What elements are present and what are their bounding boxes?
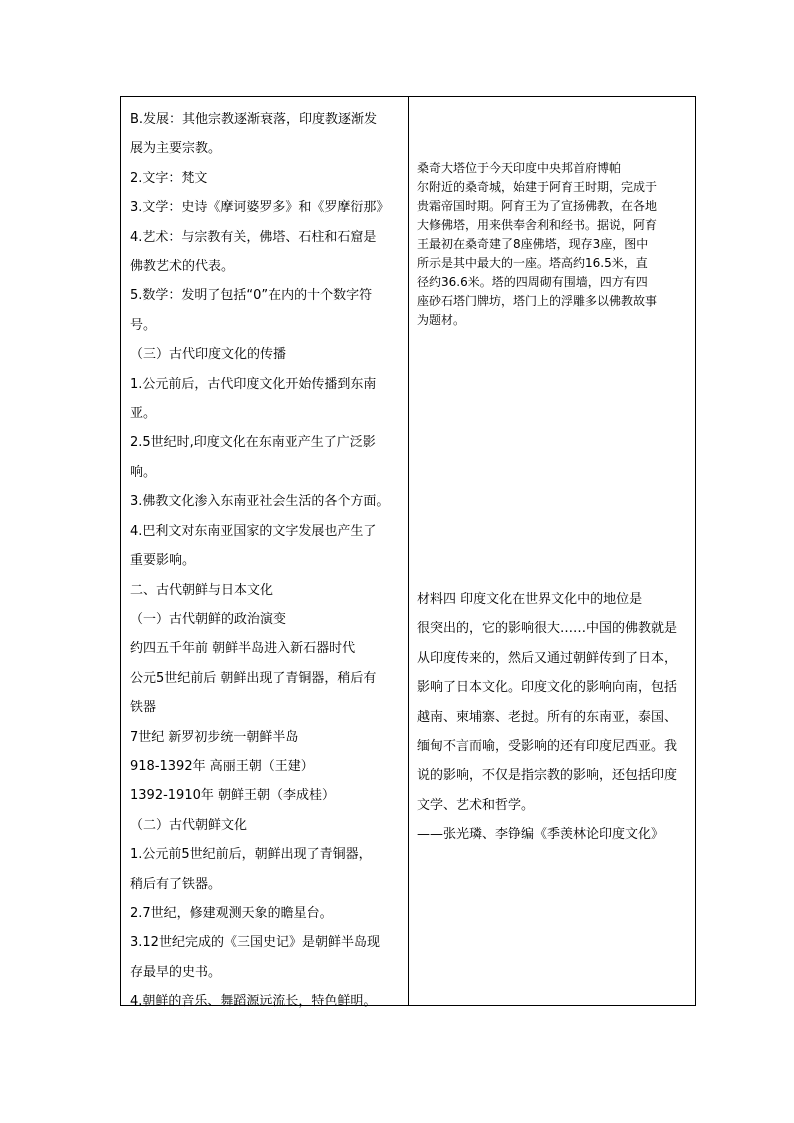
text-line: （一）古代朝鲜的政治演变 [130,611,287,627]
text-line: 918-1392年 高丽王朝（王建） [130,758,314,774]
left-paragraph [130,370,408,429]
left-paragraph [130,605,408,634]
left-paragraph [130,840,408,899]
left-paragraph [130,781,408,810]
left-paragraph [130,428,408,487]
text-line: 4.朝鲜的音乐、舞蹈源远流长，特色鲜明。 [130,994,377,1010]
text-line: （二）古代朝鲜文化 [130,817,248,833]
text-line: ——张光璘、李铮编《季羡林论印度文化》 [417,827,665,843]
left-paragraph [130,723,408,752]
text-line: 文学、艺术和哲学。 [417,797,535,813]
text-line: 2.文字：梵文 [130,170,208,186]
text-line: 从印度传来的，然后又通过朝鲜传到了日本， [417,650,678,666]
text-line: 王最初在桑奇建了8座佛塔，现存3座，图中 [417,237,649,251]
text-line: 7世纪 新罗初步统一朝鲜半岛 [130,729,299,745]
text-line: 4.艺术：与宗教有关，佛塔、石柱和石窟是 [130,229,377,245]
text-line: 2.7世纪，修建观测天象的瞻星台。 [130,905,333,921]
left-paragraph [130,752,408,781]
text-line: 缅甸不言而喻，受影响的还有印度尼西亚。我 [417,739,678,755]
material-four-text [417,585,691,850]
left-paragraph [130,987,408,1016]
left-paragraph [130,928,408,987]
left-paragraph [130,576,408,605]
text-line: 尔附近的桑奇城，始建于阿育王时期，完成于 [417,180,658,194]
left-paragraph [130,105,408,164]
text-line: 2.5世纪时,印度文化在东南亚产生了广泛影 [130,435,376,451]
text-line: 重要影响。 [130,553,196,569]
left-paragraph [130,517,408,576]
text-line: 1.公元前5世纪前后，朝鲜出现了青铜器， [130,847,372,863]
text-line: 响。 [130,464,157,480]
text-line: 公元5世纪前后 朝鲜出现了青铜器，稍后有 [130,670,377,686]
text-line: 为题材。 [417,313,466,327]
text-line: 亚。 [130,406,157,422]
left-paragraph [130,899,408,928]
left-paragraph [130,193,408,222]
text-line: 材料四 印度文化在世界文化中的地位是 [417,592,643,607]
text-line: 3.12世纪完成的《三国史记》是朝鲜半岛现 [130,935,380,951]
text-line: 径约36.6米。塔的四周砌有围墙，四方有四 [417,275,648,289]
text-line: 1392-1910年 朝鲜王朝（李成桂） [130,788,335,804]
text-line: B.发展：其他宗教逐渐衰落，印度教逐渐发 [130,112,378,127]
text-line: 铁器 [130,700,157,716]
text-line: 桑奇大塔位于今天印度中央邦首府博帕 [417,161,622,175]
left-paragraph [130,223,408,282]
left-paragraph [130,664,408,723]
text-line: 稍后有了铁器。 [130,876,222,892]
text-line: 存最早的史书。 [130,964,222,980]
text-line: 二、古代朝鲜与日本文化 [130,582,274,598]
text-line: 3.佛教文化渗入东南亚社会生活的各个方面。 [130,494,390,510]
left-paragraph [130,634,408,663]
column-divider [408,97,409,1005]
text-line: 贵霜帝国时期。阿育王为了宣扬佛教，在各地 [417,199,658,213]
text-line: 越南、柬埔寨、老挝。所有的东南亚，泰国、 [417,709,678,725]
left-paragraph [130,164,408,193]
text-line: 4.巴利文对东南亚国家的文字发展也产生了 [130,523,377,539]
left-paragraph [130,340,408,369]
content-table [120,96,696,1010]
text-line: 很突出的，它的影响很大……中国的佛教就是 [417,621,678,637]
left-paragraph [130,281,408,340]
material-three-text [417,159,691,330]
text-line: 影响了日本文化。印度文化的影响向南，包括 [417,680,678,696]
left-column [130,105,408,1017]
text-line: 5.数学：发明了包括“0”在内的十个数字符 [130,288,373,304]
text-line: 号。 [130,317,157,333]
text-line: 1.公元前后，古代印度文化开始传播到东南 [130,376,377,392]
text-line: （三）古代印度文化的传播 [130,347,287,363]
left-paragraph [130,811,408,840]
text-line: 大修佛塔，用来供奉舍利和经书。据说，阿育 [417,218,658,232]
text-line: 座砂石塔门牌坊，塔门上的浮雕多以佛教故事 [417,294,658,308]
text-line: 说的影响，不仅是指宗教的影响，还包括印度 [417,768,678,784]
text-line: 3.文学：史诗《摩诃婆罗多》和《罗摩衍那》 [130,200,390,216]
text-line: 佛教艺术的代表。 [130,259,235,275]
text-line: 展为主要宗教。 [130,141,222,157]
text-line: 约四五千年前 朝鲜半岛进入新石器时代 [130,641,356,657]
text-line: 所示是其中最大的一座。塔高约16.5米，直 [417,256,648,270]
left-paragraph [130,487,408,516]
